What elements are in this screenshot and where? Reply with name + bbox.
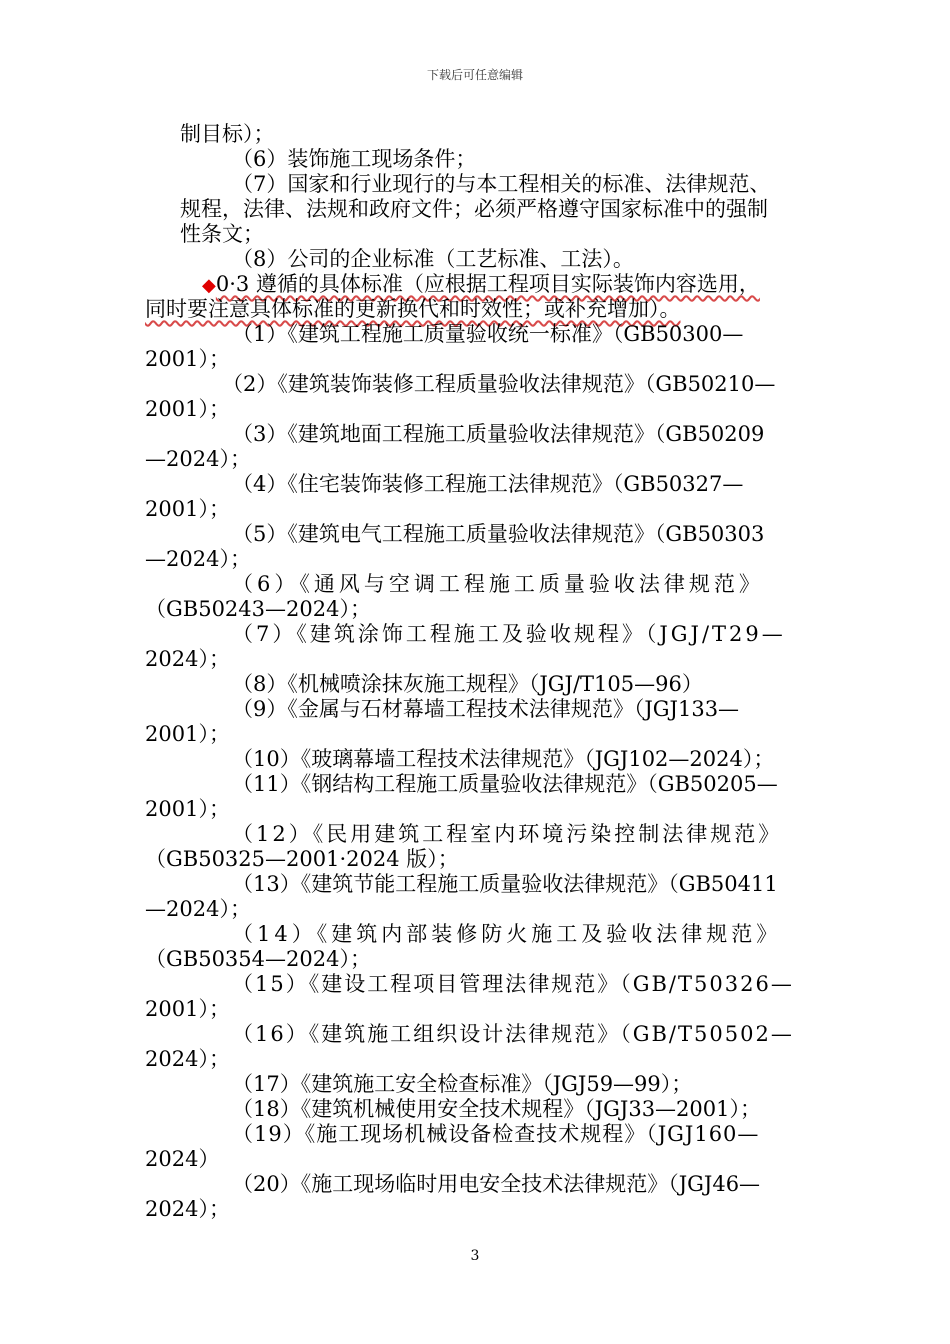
standard-item: （17）《建筑施工安全检查标准》（JGJ59—99）；: [232, 1072, 693, 1096]
text-line: （7）国家和行业现行的与本工程相关的标准、法律规范、: [232, 172, 771, 196]
standard-item: （20）《施工现场临时用电安全技术法律规范》（JGJ46—: [232, 1172, 761, 1196]
diamond-bullet-icon: ◆: [202, 275, 216, 296]
text-line: （GB50243—2024）；: [145, 597, 371, 621]
standard-item: （5）《建筑电气工程施工质量验收法律规范》（GB50303: [232, 522, 765, 546]
standard-item: （18）《建筑机械使用安全技术规程》（JGJ33—2001）；: [232, 1097, 761, 1121]
text-line: 2024）: [145, 1147, 220, 1171]
standard-item: （16）《建筑施工组织设计法律规范》（GB/T50502—: [232, 1022, 794, 1046]
standard-item: （4）《住宅装饰装修工程施工法律规范》（GB50327—: [232, 472, 744, 496]
standard-item: （9）《金属与石材幕墙工程技术法律规范》（JGJ133—: [232, 697, 740, 721]
standard-item: （8）《机械喷涂抹灰施工规程》（JGJ/T105—96）: [232, 672, 703, 696]
text-line: —2024）；: [145, 897, 251, 921]
text-line: —2024）；: [145, 547, 251, 571]
text-line: 规程，法律、法规和政府文件；必须严格遵守国家标准中的强制: [180, 197, 768, 221]
text-line: 2001）；: [145, 347, 230, 371]
standard-item: （19）《施工现场机械设备检查技术规程》（JGJ160—: [232, 1122, 760, 1146]
standard-item: （10）《玻璃幕墙工程技术法律规范》（JGJ102—2024）；: [232, 747, 775, 771]
text-line: 2001）；: [145, 497, 230, 521]
standard-item: （11）《钢结构工程施工质量验收法律规范》（GB50205—: [232, 772, 778, 796]
text-line: （GB50325—2001·2024 版）；: [145, 847, 459, 871]
standard-item: （3）《建筑地面工程施工质量验收法律规范》（GB50209: [232, 422, 765, 446]
text-line: 制目标）；: [180, 122, 275, 146]
standard-item: （6）《通风与空调工程施工质量验收法律规范》: [232, 572, 764, 596]
page-header: 下载后可任意编辑: [426, 68, 523, 82]
standard-item: （12）《民用建筑工程室内环境污染控制法律规范》: [232, 822, 783, 846]
text-line: （GB50354—2024）；: [145, 947, 371, 971]
text-line: 2024）；: [145, 1197, 230, 1221]
text-line: 2024）；: [145, 1047, 230, 1071]
standard-item: （15）《建设工程项目管理法律规范》（GB/T50326—: [232, 972, 794, 996]
standard-item: （14）《建筑内部装修防火施工及验收法律规范》: [232, 922, 782, 946]
text-line: 2024）；: [145, 647, 230, 671]
text-line: —2024）；: [145, 447, 251, 471]
text-line: 同时要注意具体标准的更新换代和时效性；或补充增加）。: [145, 297, 681, 321]
section-heading-text: 0·3 遵循的具体标准（应根据工程项目实际装饰内容选用，: [215, 272, 760, 296]
text-line: 2001）；: [145, 722, 230, 746]
page-number: 3: [470, 1248, 480, 1264]
text-line: 性条文；: [180, 222, 264, 246]
text-line: 2001）；: [145, 797, 230, 821]
standard-item: （13）《建筑节能工程施工质量验收法律规范》（GB50411: [232, 872, 778, 896]
text-line: （8）公司的企业标准（工艺标准、工法）。: [232, 247, 634, 271]
standard-item: （7）《建筑涂饰工程施工及验收规程》（JGJ/T29—: [232, 622, 786, 646]
text-line: 2001）；: [145, 997, 230, 1021]
standard-item: （2）《建筑装饰装修工程质量验收法律规范》（GB50210—: [222, 372, 776, 396]
text-line: 2001）；: [145, 397, 230, 421]
section-heading-line: [202, 272, 760, 297]
standard-item: （1）《建筑工程施工质量验收统一标准》（GB50300—: [232, 322, 744, 346]
text-line: （6）装饰施工现场条件；: [232, 147, 477, 171]
